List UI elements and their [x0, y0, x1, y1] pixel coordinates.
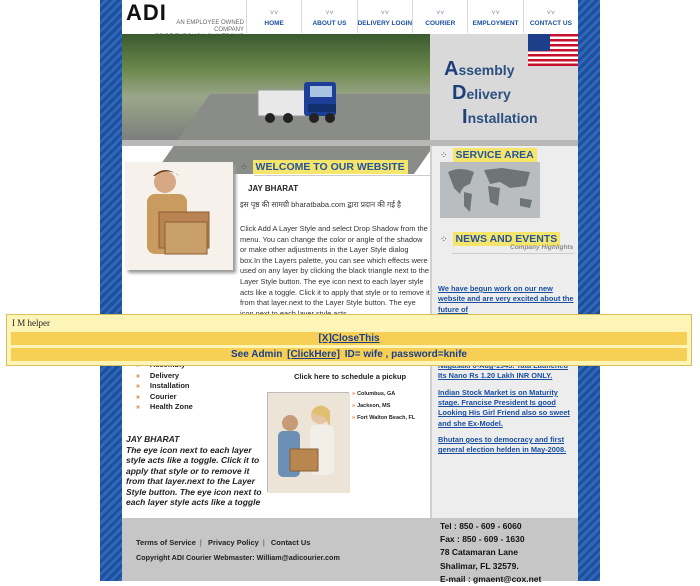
credentials-text: ID= wife , password=knife — [344, 349, 467, 360]
bullet-icon: ⁘ — [240, 161, 248, 172]
nav-contact-us[interactable] — [523, 0, 578, 33]
main-nav — [246, 0, 578, 33]
footer-separator: | — [262, 538, 265, 547]
left-stripe-border — [100, 0, 122, 581]
service-item[interactable] — [136, 371, 193, 382]
banner-word: nstallation — [467, 110, 538, 126]
nav-arrows-icon: ˅˅ — [270, 10, 279, 17]
nav-arrows-icon: ˅˅ — [436, 10, 445, 17]
location-item[interactable] — [352, 400, 415, 412]
news-item[interactable]: Indian Stock Market is on Maturity stage. Francise President Is good Looking His Girl Friend also so sweet and she Ex-Model. — [438, 387, 570, 428]
footer-link-privacy[interactable]: Privacy Policy — [207, 538, 259, 547]
service-area-heading-text: SERVICE AREA — [453, 148, 537, 162]
services-list — [136, 360, 193, 413]
banner-word: ssembly — [458, 62, 515, 78]
banner-cap: D — [452, 82, 467, 104]
contact-address: 78 Catamaran Lane — [440, 547, 518, 558]
banner-line-assembly — [444, 58, 515, 81]
service-label: Health Zone — [149, 402, 193, 411]
footer-link-contact[interactable]: Contact Us — [270, 538, 311, 547]
nav-label: EMPLOYMENT — [472, 20, 519, 27]
service-label: Courier — [149, 391, 177, 401]
bullet-icon: ⁘ — [440, 233, 448, 244]
chevron-right-icon: » — [136, 372, 140, 380]
site-logo[interactable] — [126, 2, 244, 34]
welcome-heading — [240, 160, 408, 174]
news-item[interactable]: Its Nano Rs 1.20 Lakh INR ONLY. — [438, 371, 553, 381]
contact-fax: Fax : 850 - 609 - 1630 — [440, 534, 525, 545]
truck-icon — [258, 76, 348, 128]
chevron-right-icon: » — [136, 404, 140, 411]
click-here-link[interactable]: [ClickHere] — [287, 349, 340, 360]
nav-label: HOME — [264, 20, 284, 27]
logo-tagline-1: AN EMPLOYEE OWNED COMPANY — [176, 20, 244, 33]
logo-name: ADI — [126, 0, 167, 25]
company-highlights-label: Company Highlights — [510, 244, 574, 251]
bullet-icon: ⁘ — [440, 149, 448, 160]
service-item[interactable] — [136, 392, 193, 403]
nav-courier[interactable] — [412, 0, 467, 33]
news-underline — [452, 253, 574, 254]
us-flag-icon — [528, 34, 578, 66]
nav-arrows-icon: ˅˅ — [491, 10, 500, 17]
person-icon — [268, 393, 350, 493]
nav-employment[interactable] — [467, 0, 522, 33]
banner-word: elivery — [466, 86, 511, 102]
welcome-underline — [254, 175, 430, 176]
banner-line-installation — [462, 106, 538, 129]
location-item[interactable] — [352, 412, 415, 424]
see-admin-label: See Admin — [231, 349, 283, 360]
schedule-pickup-link[interactable]: Click here to schedule a pickup — [294, 372, 407, 381]
world-map-image — [440, 162, 540, 218]
contact-email[interactable]: E-mail : gmaent@cox.net — [440, 573, 542, 584]
location-label: Jackson, MS — [357, 403, 391, 409]
nav-arrows-icon: ˅˅ — [546, 10, 555, 17]
footer-copyright: Copyright ADI Courier Webmaster: William@adicourier.com — [136, 553, 340, 562]
helper-popup — [6, 314, 692, 366]
nav-label: DELIVERY LOGIN — [357, 20, 413, 27]
contact-city: Shalimar, FL 32579. — [440, 560, 519, 571]
locations-list — [352, 388, 415, 424]
news-item[interactable]: We have begun work on our new website and are very excited about the future of — [438, 284, 574, 314]
delivery-man-photo — [125, 162, 233, 270]
nav-arrows-icon: ˅˅ — [380, 10, 389, 17]
banner-line-delivery — [452, 82, 511, 105]
service-label: Installation — [149, 381, 190, 390]
chevron-right-icon: » — [352, 391, 356, 397]
nav-label: ABOUT US — [312, 20, 347, 27]
banner-cap: A — [444, 58, 459, 80]
italic-paragraph: JAY BHARAT The eye icon next to each layer style acts like a toggle. Click it to apply that style or to remove it from that layer.next to the Layer Style button. The eye icon next to each layer style acts like a toggle — [126, 434, 262, 507]
banner-title-panel — [430, 34, 578, 140]
service-item[interactable] — [136, 381, 193, 392]
footer-separator: | — [199, 538, 202, 547]
news-list — [438, 284, 574, 462]
nav-home[interactable] — [246, 0, 301, 33]
banner-cap: I — [462, 106, 468, 128]
location-item[interactable] — [352, 388, 415, 400]
popup-close-button[interactable]: [X]CloseThis — [11, 332, 687, 345]
nav-about-us[interactable] — [301, 0, 356, 33]
welcome-name: JAY BHARAT — [248, 184, 299, 193]
contact-tel: Tel : 850 - 609 - 6060 — [440, 521, 522, 531]
footer-links — [136, 538, 314, 547]
contact-info — [440, 520, 541, 586]
service-label: Delivery — [149, 370, 180, 380]
chevron-right-icon: » — [136, 383, 140, 390]
footer-link-terms[interactable]: Terms of Service — [136, 538, 196, 547]
nav-label: COURIER — [425, 20, 456, 27]
nav-arrows-icon: ˅˅ — [325, 10, 334, 17]
person-icon — [125, 162, 233, 270]
popup-title: I M helper — [12, 318, 50, 328]
chevron-right-icon: » — [136, 393, 140, 401]
page-container — [122, 0, 578, 584]
welcome-body-text: Click Add A Layer Style and select Drop Shadow from the menu. You can change the color or angle of the shadow or make other adjustments in the Layer Style dialog box.In the Layers palette, you can see which effects were used on any layer by clicking the black triangle next to the Layer Style button. The eye icon next to each layer style acts like a toggle. Click it to apply that style or to remove it from that layer.next to the Layer Style button. The eye — [240, 224, 430, 308]
location-label: Columbus, GA — [357, 391, 396, 397]
location-label: Fort Walton Beach, FL — [357, 415, 416, 421]
welcome-heading-text: WELCOME TO OUR WEBSITE — [253, 160, 408, 174]
popup-admin-bar — [11, 348, 687, 361]
news-item[interactable]: Bhutan goes to democracy and first general election helden in May-2008. — [438, 434, 567, 455]
chevron-right-icon: » — [352, 403, 356, 409]
nav-delivery-login[interactable] — [357, 0, 413, 33]
world-map-icon — [440, 162, 540, 218]
delivery-woman-photo — [267, 392, 349, 492]
welcome-hindi-text: इस पृष्ठ की सामग्री bharatbaba.com द्वारा प्रदान की गई है — [240, 200, 401, 209]
service-area-heading — [440, 148, 537, 162]
nav-label: CONTACT US — [529, 20, 572, 27]
service-item[interactable] — [136, 402, 193, 413]
right-stripe-border — [578, 0, 600, 581]
news-heading-text: NEWS AND EVENTS — [453, 232, 561, 246]
chevron-right-icon: » — [352, 415, 356, 421]
banner-truck-image — [122, 34, 430, 140]
